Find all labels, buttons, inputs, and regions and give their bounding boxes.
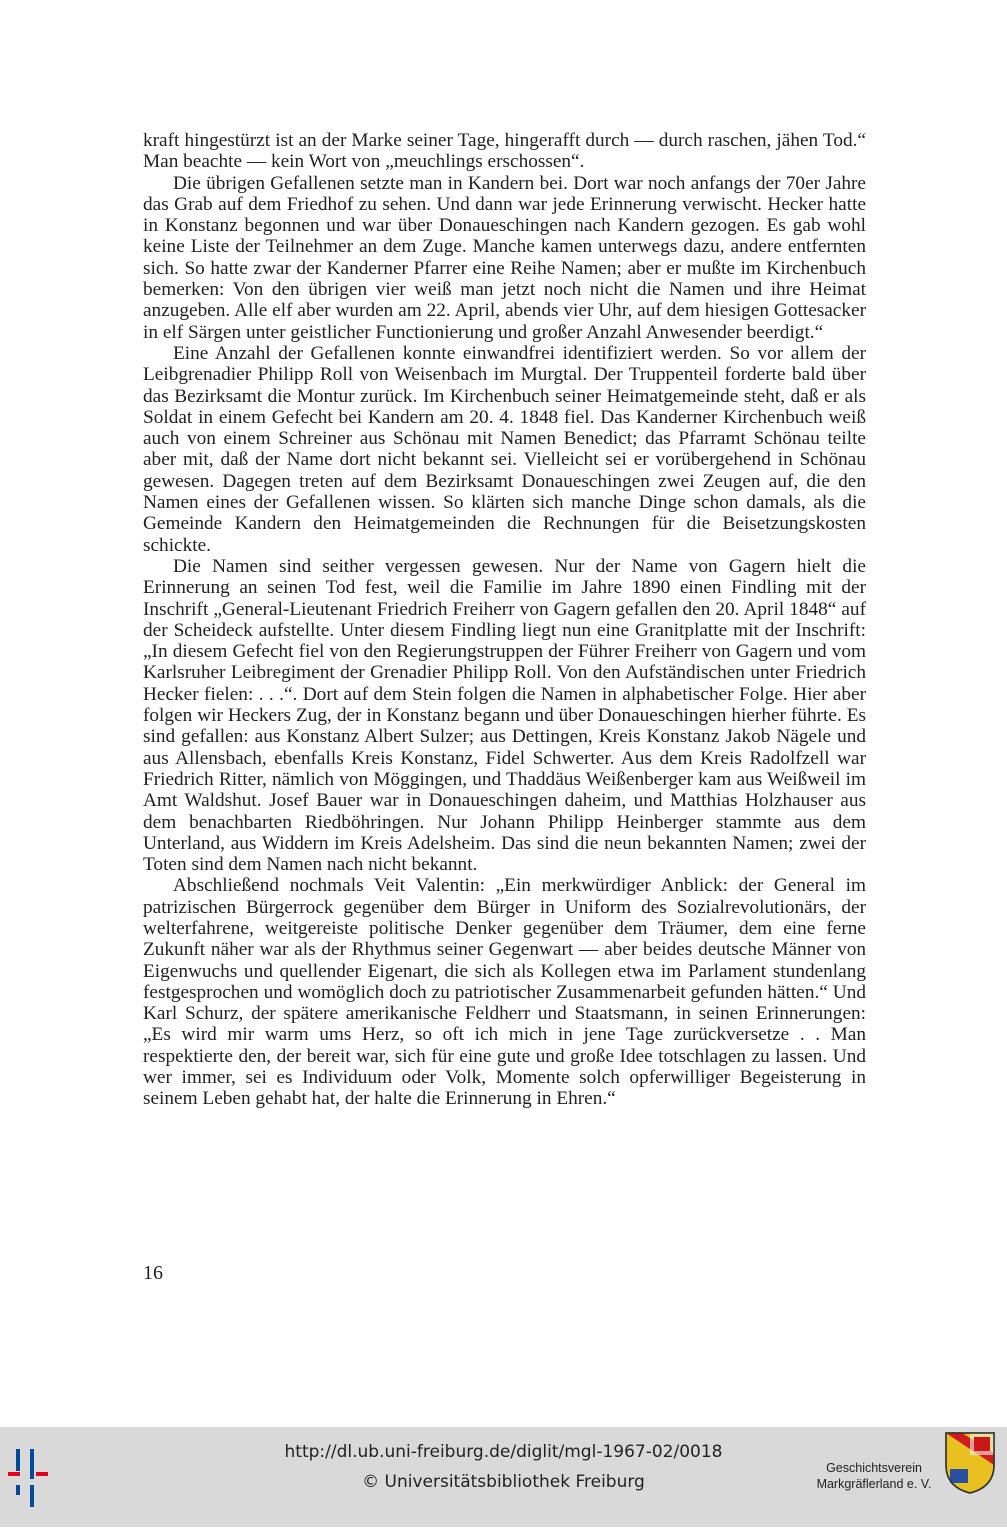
society-line: Markgräflerland e. V.	[816, 1477, 932, 1491]
footer-bar	[0, 1427, 1007, 1527]
paragraph: Abschließend nochmals Veit Valentin: „Ein merkwürdiger Anblick: der General im patrizischen Bürgerrock gegenüber dem Bürger in Uniform des Sozialrevolutionärs, der welterfahrene, weitgereiste politische Denker gegenüber dem Träumer, dem eine ferne Zukunft näher war als der Rhythmus seiner Gegenwart — aber beides deutsche Männer von Eigenwuchs und quellender Eigenart, die sich als Kollegen etwa im Parlament stundenlang festgesprochen und womöglich doch zu patriotischer Zusammenarbeit gefunden hätten.“ Und Karl Schurz, der spätere amerikanische Feldherr und Staatsmann, in seinen Erinnerungen: „Es wird mir warm ums Herz, so oft ich mich in jene Tage zurückversetze . . Man respektierte den, der bereit war, sich für eine gute und große Idee totschlagen zu lassen. Und wer immer, sei es Individuum oder Volk, Momente solch opferwilliger Begeisterung in seinem Leben gehabt hat, der halte die Erinnerung in Ehren.“	[143, 875, 866, 1110]
paragraph: Die Namen sind seither vergessen gewesen. Nur der Name von Gagern hielt die Erinnerung an seinen Tod fest, weil die Familie im Jahre 1890 einen Findling mit der Inschrift „General-Lieutenant Friedrich Freiherr von Gagern gefallen den 20. April 1848“ auf der Scheideck aufstellte. Unter diesem Findling liegt nun eine Granitplatte mit der Inschrift: „In diesem Gefecht fiel von den Regierungstruppen der Führer Freiherr von Gagern und vom Karlsruher Leibregiment der Grenadier Philipp Roll. Von den Aufständischen unter Friedrich Hecker fielen: . . .“. Dort auf dem Stein folgen die Namen in alphabetischer Folge. Hier aber folgen wir Heckers Zug, der in Konstanz begann und über Donaueschingen hierher führte. Es sind gefallen: aus Konstanz Albert Sulzer; aus Dettingen, Kreis Konstanz Jakob Nägele und aus Allensbach, ebenfalls Kreis Konstanz, Fidel Schwerter. Aus dem Kreis Radolfzell war Friedrich Ritter, nämlich von Möggingen, und Thaddäus Weißenberger kam aus Weißweil im Amt Waldshut. Josef Bauer war in Donaueschingen daheim, und Matthias Holzhauser aus dem benachbarten Riedböhringen. Nur Johann Philipp Heinberger stammte aus dem Unterland, aus Widdern im Kreis Adelsheim. Das sind die neun bekannten Namen; zwei der Toten sind dem Namen nach nicht bekannt.	[143, 555, 866, 876]
society-line: Geschichtsverein	[826, 1461, 922, 1475]
article-body	[143, 130, 866, 1110]
copyright-notice: © Universitätsbibliothek Freiburg	[362, 1472, 645, 1492]
document-url-link[interactable]: http://dl.ub.uni-freiburg.de/diglit/mgl-1967-02/0018	[284, 1442, 723, 1462]
society-name	[808, 1460, 940, 1492]
page-number: 16	[143, 1262, 163, 1284]
paragraph: Eine Anzahl der Gefallenen konnte einwandfrei identifiziert werden. So vor allem der Leibgrenadier Philipp Roll von Weisenbach im Murgtal. Der Truppenteil forderte bald über das Bezirksamt die Montur zurück. Im Kirchenbuch seiner Heimatgemeinde steht, daß er als Soldat in einem Gefecht bei Kandern am 20. 4. 1848 fiel. Das Kanderner Kirchenbuch weiß auch von einem Schreiner aus Schönau mit Namen Benedict; das Pfarramt Schönau teilte aber mit, daß der Name dort nicht bekannt sei. Vielleicht sei er vorübergehend in Schönau gewesen. Dagegen treten auf dem Bezirksamt Donaueschingen zwei Zeugen auf, die den Namen eines der Gefallenen wissen. So klärten sich manche Dinge schon damals, als die Gemeinde Kandern den Heimatgemeinden die Rechnungen für die Beisetzungskosten schickte.	[143, 342, 866, 556]
coat-of-arms-icon	[944, 1431, 996, 1495]
paragraph: Die übrigen Gefallenen setzte man in Kandern bei. Dort war noch anfangs der 70er Jahre das Grab auf dem Friedhof zu sehen. Und dann war jede Erinnerung verwischt. Hecker hatte in Konstanz begonnen und war über Donaueschingen nach Kandern gezogen. Es gab wohl keine Liste der Teilnehmer an dem Zuge. Manche kamen unterwegs dazu, andere entfernten sich. So hatte zwar der Kanderner Pfarrer eine Reihe Namen; aber er mußte im Kirchenbuch bemerken: Von den übrigen vier weiß man jetzt noch nicht die Namen und ihre Heimat anzugeben. Alle elf aber wurden am 22. April, abends vier Uhr, auf dem hiesigen Gottesacker in elf Särgen unter geistlicher Functionierung und großer Anzahl Anwesender beerdigt.“	[143, 172, 866, 343]
paragraph: kraft hingestürzt ist an der Marke seiner Tage, hingerafft durch — durch raschen, jähen Tod.“ Man beachte — kein Wort von „meuchlings erschossen“.	[143, 130, 866, 173]
